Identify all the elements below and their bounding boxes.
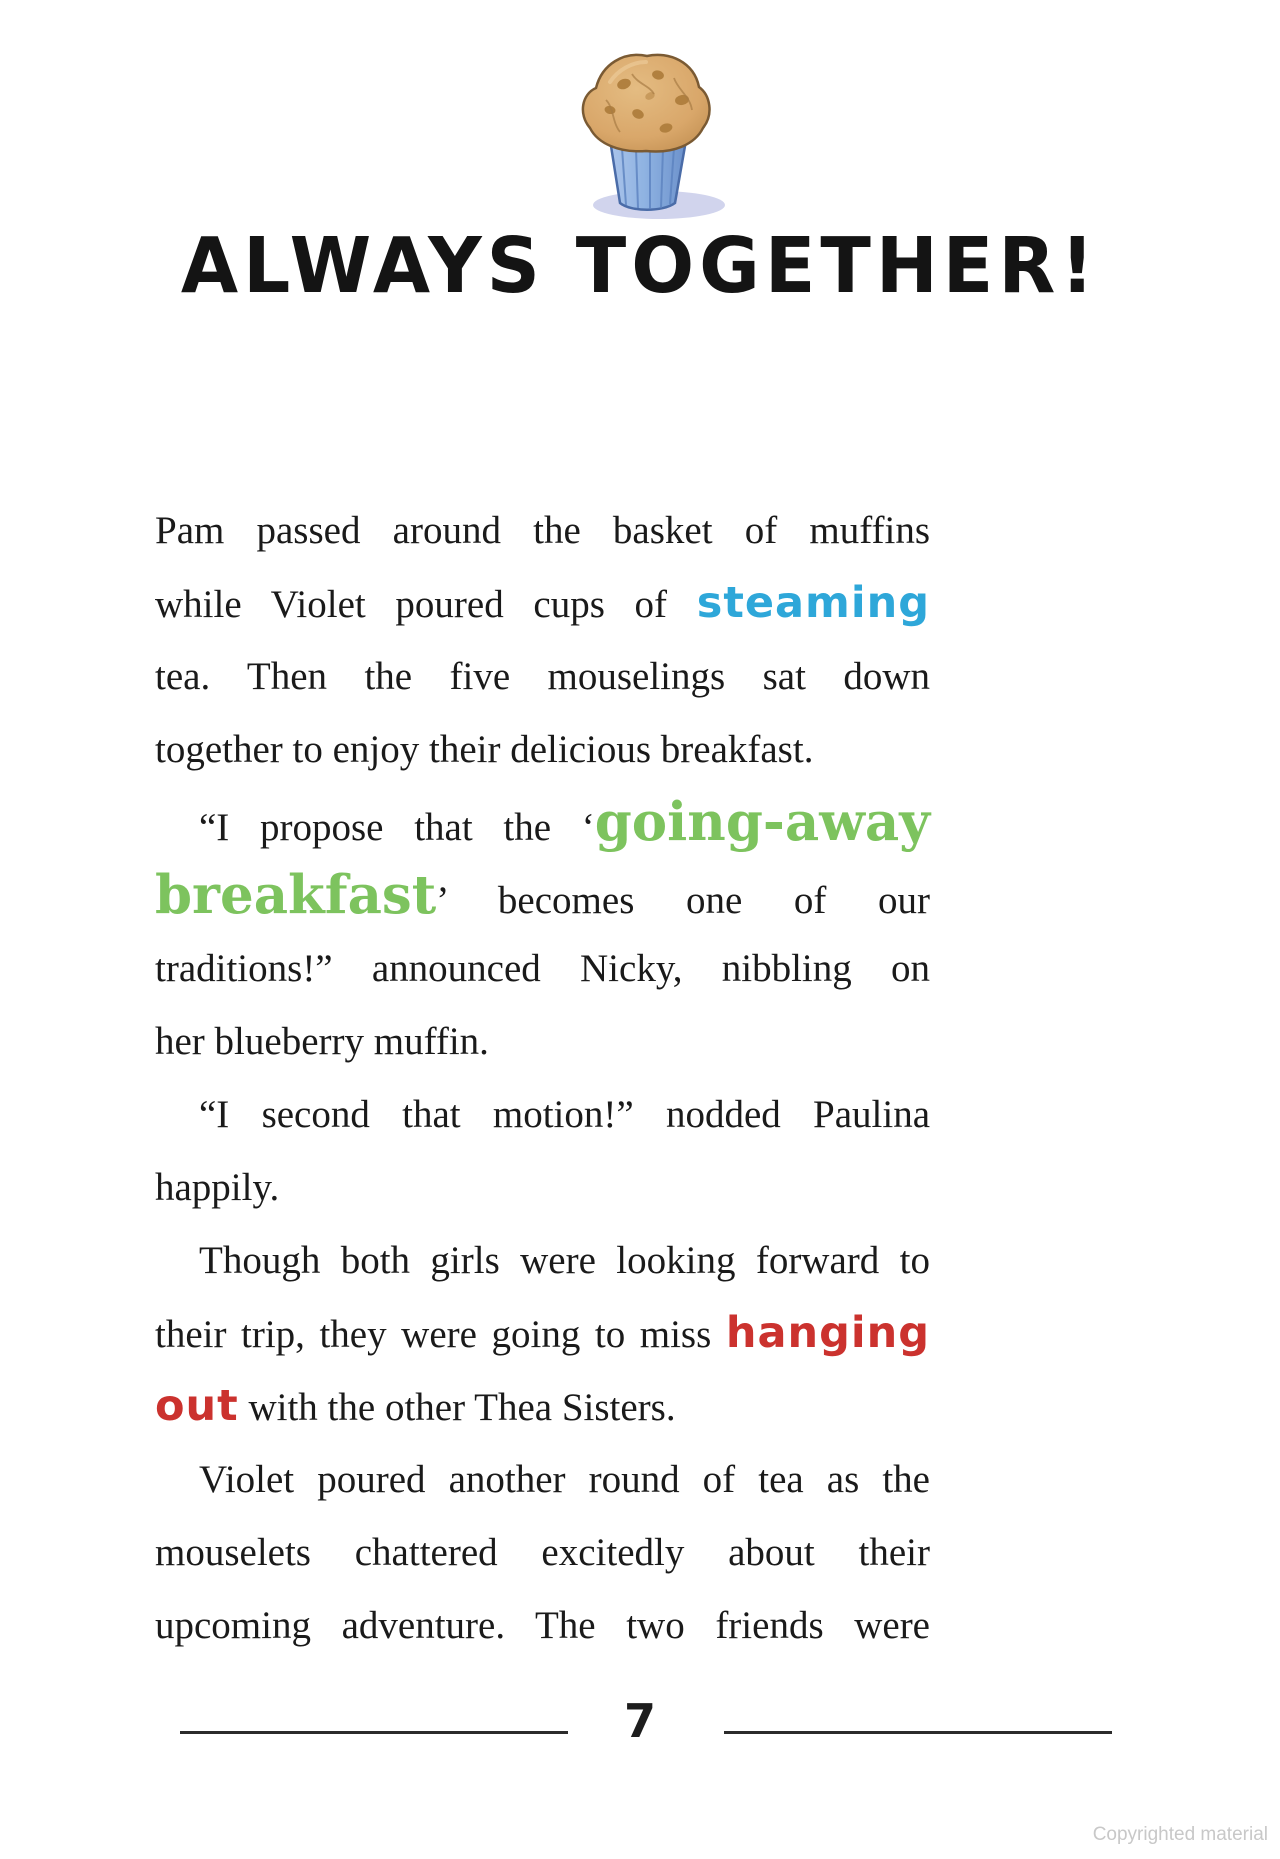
body-text-block [155, 494, 930, 1662]
text-line [155, 1078, 930, 1151]
body-text: upcoming adventure. The two friends were [155, 1604, 930, 1647]
body-text: Violet poured another round of tea as the [199, 1458, 930, 1501]
body-text: traditions!” announced Nicky, nibbling on [155, 947, 930, 990]
highlight-word-green: going-away [594, 791, 930, 853]
page-number: 7 [623, 1694, 656, 1748]
text-line [155, 1370, 930, 1443]
body-text: her blueberry muffin. [155, 1020, 489, 1063]
chapter-title: ALWAYS TOGETHER! [180, 221, 1100, 311]
body-text: while Violet poured cups of [155, 583, 697, 626]
body-text: with the other Thea Sisters. [238, 1386, 676, 1429]
text-line [155, 932, 930, 1005]
text-line [155, 1005, 930, 1078]
footer-rule-left [180, 1731, 568, 1734]
body-text: Pam passed around the basket of muffins [155, 509, 930, 552]
body-text: tea. Then the five mouselings sat down [155, 655, 930, 698]
text-line [155, 494, 930, 567]
text-line [155, 713, 930, 786]
text-line [155, 567, 930, 640]
body-text: mouselets chattered excitedly about their [155, 1531, 930, 1574]
body-text: their trip, they were going to miss [155, 1313, 726, 1356]
text-line [155, 786, 930, 859]
muffin-icon [562, 48, 732, 223]
footer-rule-right [724, 1731, 1112, 1734]
highlight-word-red: out [155, 1381, 239, 1431]
text-line [155, 1443, 930, 1516]
highlight-word-green: breakfast [155, 864, 437, 926]
text-line [155, 1297, 930, 1370]
body-text: together to enjoy their delicious breakfast. [155, 728, 814, 771]
copyright-watermark: Copyrighted material [1092, 1824, 1268, 1845]
body-text: “I propose that the ‘ [199, 806, 595, 849]
text-line [155, 1224, 930, 1297]
highlight-word-blue: steaming [696, 578, 930, 628]
text-line [155, 1516, 930, 1589]
body-text: “I second that motion!” nodded Paulina [199, 1093, 930, 1136]
text-line [155, 1589, 930, 1662]
body-text: Though both girls were looking forward to [199, 1239, 930, 1282]
text-line [155, 640, 930, 713]
text-line [155, 859, 930, 932]
body-text: ’ becomes one of our [436, 879, 930, 922]
body-text: happily. [155, 1166, 280, 1209]
text-line [155, 1151, 930, 1224]
highlight-word-red: hanging [725, 1308, 930, 1358]
muffin-illustration [562, 48, 732, 223]
